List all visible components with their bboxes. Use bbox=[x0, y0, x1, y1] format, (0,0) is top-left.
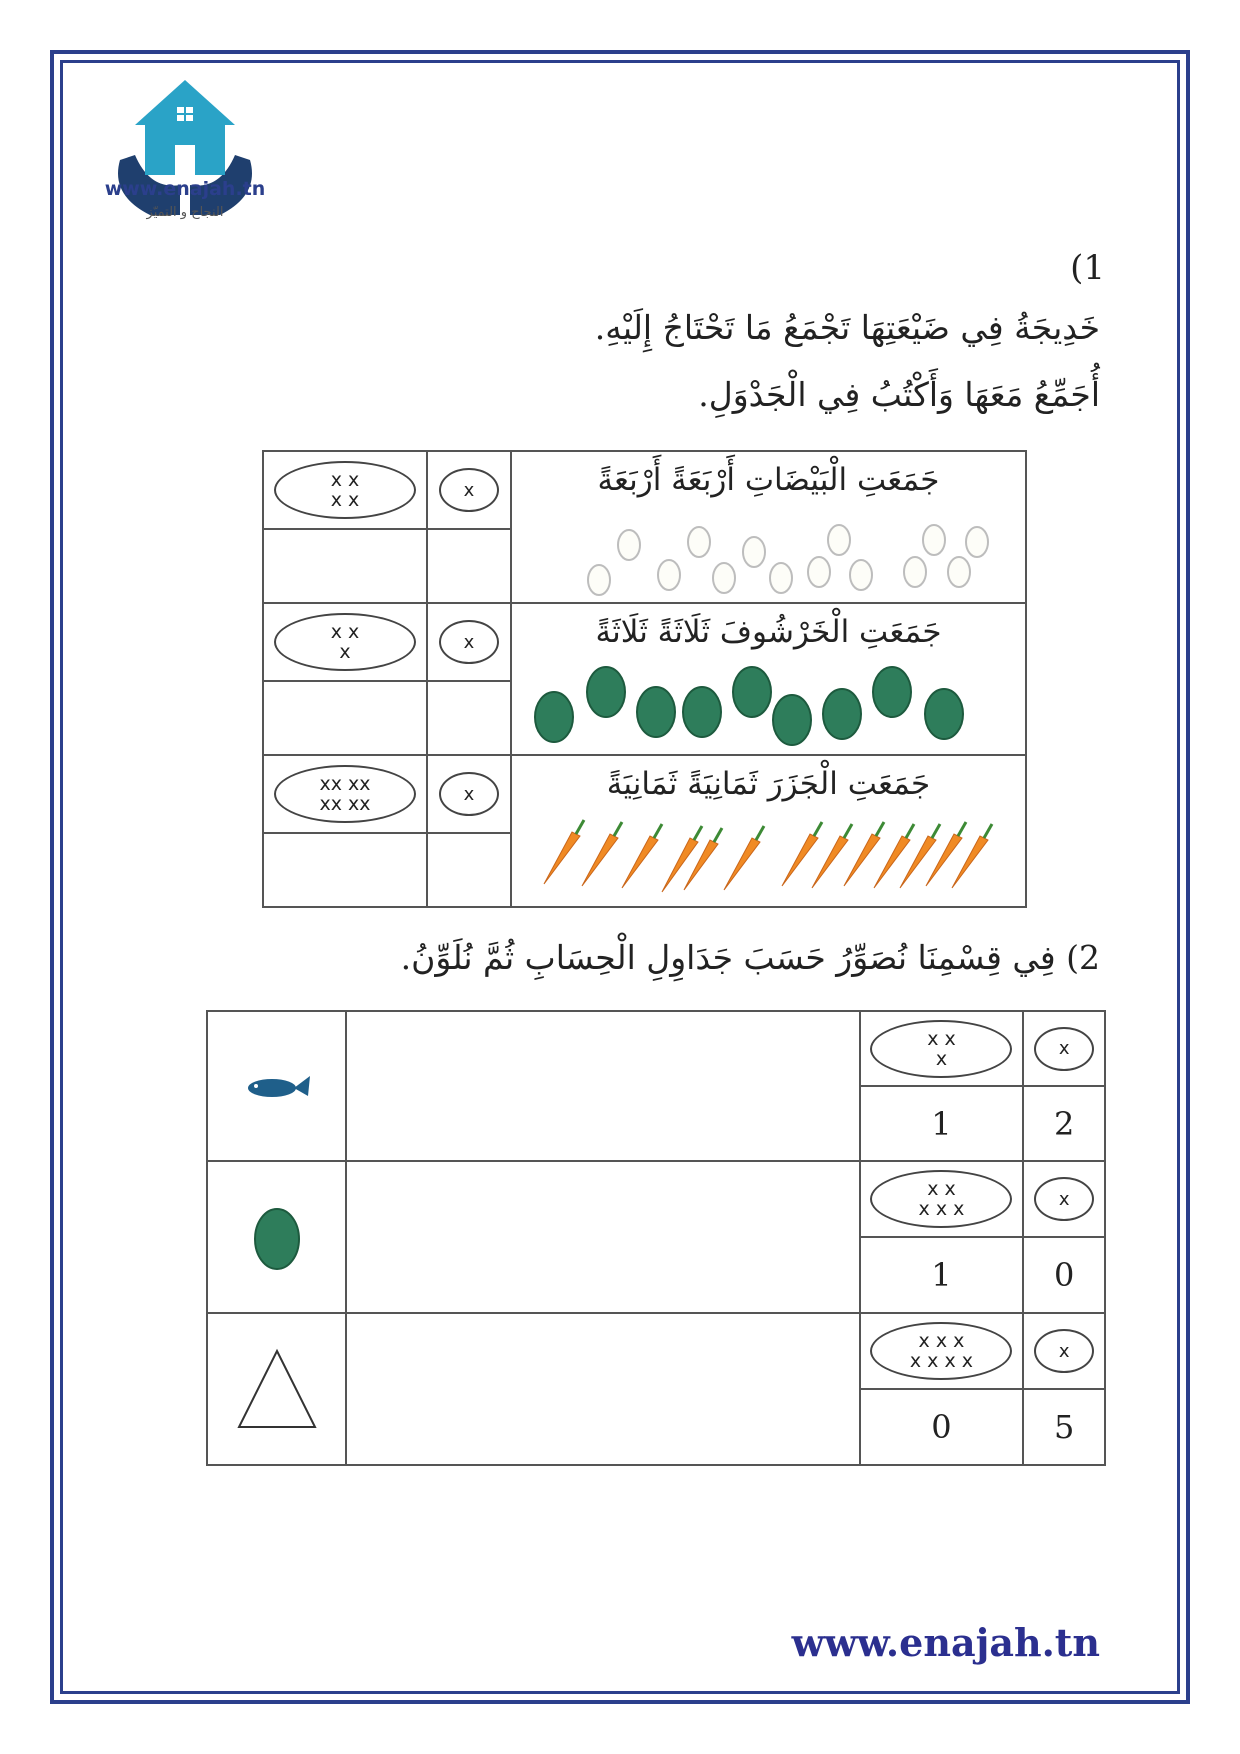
oval-cell bbox=[860, 1161, 1024, 1237]
circle-unit-mark: x bbox=[439, 468, 499, 512]
row-caption: جَمَعَتِ الْخَرْشُوفَ ثَلَاثَةً ثَلَاثَةً bbox=[595, 614, 942, 650]
answer-cell-units[interactable] bbox=[427, 681, 511, 755]
circle-cell bbox=[427, 603, 511, 681]
answer-cell-tens[interactable] bbox=[263, 529, 427, 603]
answer-cell-units[interactable] bbox=[427, 529, 511, 603]
artichoke-picture-cell bbox=[511, 603, 1026, 755]
drawing-area[interactable] bbox=[346, 1011, 860, 1161]
exercise-1-table bbox=[262, 450, 1027, 908]
circle-unit-mark: x bbox=[1034, 1177, 1094, 1221]
answer-cell-tens[interactable] bbox=[263, 833, 427, 907]
units-value: 5 bbox=[1023, 1389, 1105, 1465]
exercise-1-number: (1 bbox=[1070, 248, 1105, 288]
oval-group-mark: xx xx xx xx bbox=[274, 765, 416, 823]
exercise-1-line-1: خَدِيجَةُ فِي ضَيْعَتِهَا تَجْمَعُ مَا تَحْتَاجُ إِلَيْهِ. bbox=[594, 308, 1100, 347]
carrot-picture-cell bbox=[511, 755, 1026, 907]
oval-group-mark: x x x x bbox=[274, 461, 416, 519]
circle-cell bbox=[1023, 1161, 1105, 1237]
units-value: 2 bbox=[1023, 1086, 1105, 1161]
oval-group-mark: x x x bbox=[870, 1020, 1012, 1078]
oval-group-mark: x x x bbox=[274, 613, 416, 671]
oval-cell bbox=[860, 1313, 1024, 1389]
circle-cell bbox=[427, 451, 511, 529]
triangle-icon bbox=[235, 1347, 319, 1431]
artichoke-icon bbox=[249, 1201, 305, 1273]
carrot-icon bbox=[534, 814, 1004, 899]
answer-cell-tens[interactable] bbox=[263, 681, 427, 755]
oval-group-mark: x x x x x x x bbox=[870, 1322, 1012, 1380]
circle-cell bbox=[1023, 1011, 1105, 1086]
oval-group-mark: x x x x x bbox=[870, 1170, 1012, 1228]
tens-value: 1 bbox=[860, 1086, 1024, 1161]
oval-cell bbox=[263, 603, 427, 681]
oval-cell bbox=[263, 451, 427, 529]
units-value: 0 bbox=[1023, 1237, 1105, 1313]
logo-tagline: النجاح و التميّز bbox=[146, 205, 224, 220]
exercise-2-table bbox=[206, 1010, 1106, 1466]
fish-picture-cell bbox=[207, 1011, 346, 1161]
drawing-area[interactable] bbox=[346, 1161, 860, 1313]
logo-url: www.enajah.tn bbox=[104, 178, 266, 200]
row-caption: جَمَعَتِ الْبَيْضَاتِ أَرْبَعَةً أَرْبَعَةً bbox=[597, 462, 940, 498]
tens-value: 1 bbox=[860, 1237, 1024, 1313]
exercise-2-instruction: 2) فِي قِسْمِنَا نُصَوِّرُ حَسَبَ جَدَاوِلِ الْحِسَابِ ثُمَّ نُلَوِّنُ. bbox=[400, 938, 1100, 977]
row-caption: جَمَعَتِ الْجَزَرَ ثَمَانِيَةً ثَمَانِيَةً bbox=[606, 766, 931, 802]
circle-cell bbox=[427, 755, 511, 833]
artichoke-picture-cell bbox=[207, 1161, 346, 1313]
artichoke-icon bbox=[534, 662, 1004, 752]
oval-cell bbox=[263, 755, 427, 833]
egg-picture-cell bbox=[511, 451, 1026, 603]
circle-cell bbox=[1023, 1313, 1105, 1389]
oval-cell bbox=[860, 1011, 1024, 1086]
circle-unit-mark: x bbox=[1034, 1329, 1094, 1373]
tens-value: 0 bbox=[860, 1389, 1024, 1465]
answer-cell-units[interactable] bbox=[427, 833, 511, 907]
footer-url[interactable]: www.enajah.tn bbox=[791, 1620, 1100, 1665]
fish-icon bbox=[242, 1066, 312, 1106]
egg-icon bbox=[549, 510, 989, 600]
circle-unit-mark: x bbox=[439, 772, 499, 816]
circle-unit-mark: x bbox=[1034, 1027, 1094, 1071]
exercise-1-line-2: أُجَمِّعُ مَعَهَا وَأَكْتُبُ فِي الْجَدْوَلِ. bbox=[698, 375, 1100, 414]
circle-unit-mark: x bbox=[439, 620, 499, 664]
drawing-area[interactable] bbox=[346, 1313, 860, 1465]
triangle-picture-cell bbox=[207, 1313, 346, 1465]
